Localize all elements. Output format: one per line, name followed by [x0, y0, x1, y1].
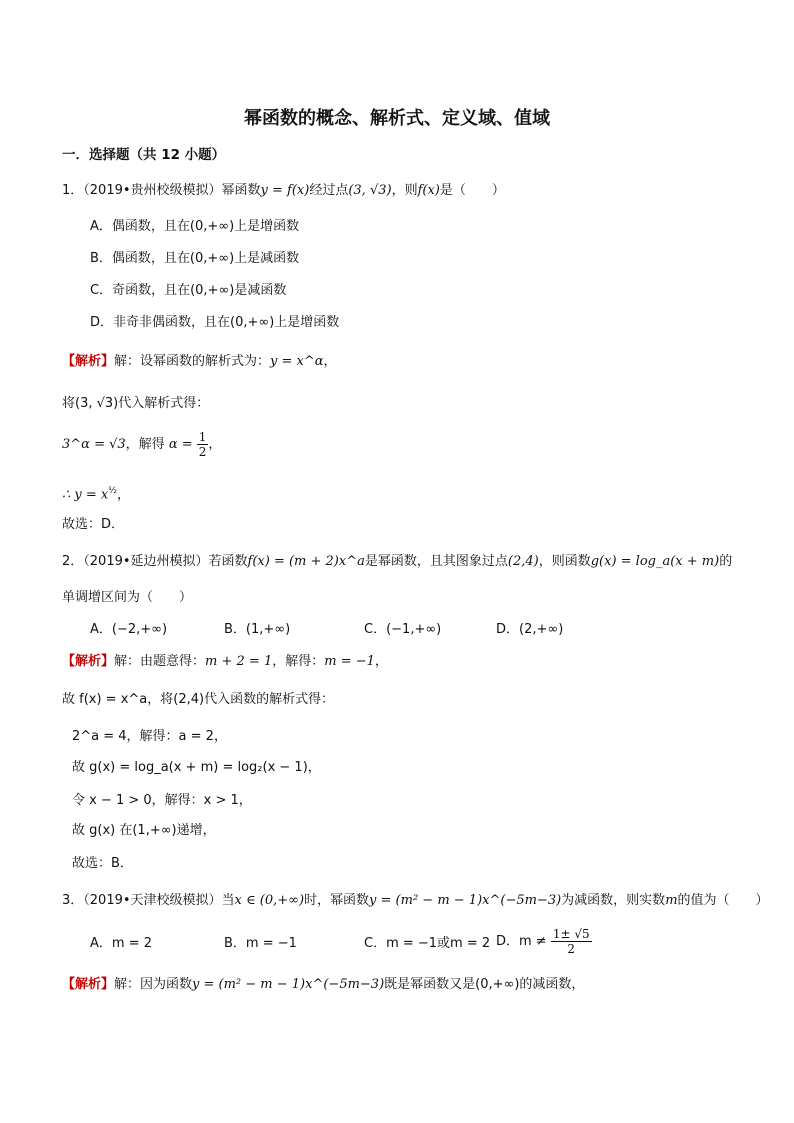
- q2-stem-line-2: 单调增区间为（ ）: [62, 590, 193, 605]
- q3-option-d-fraction: [551, 927, 592, 956]
- question-1-stem: [62, 182, 505, 200]
- q2-stem-text-d: 的: [719, 554, 733, 569]
- q3-stem-math-2: y = (m² − m − 1)x^(−5m−3): [369, 893, 562, 908]
- q3-option-b: B．m = −1: [224, 936, 297, 951]
- q2-solution-line-2: 故 f(x) = x^a，将(2,4)代入函数的解析式得：: [62, 692, 335, 707]
- q2-stem-math-2: (2,4): [507, 554, 539, 569]
- q2-stem-math-1: f(x) = (m + 2)x^a: [247, 554, 365, 569]
- q2-sol1-math-2: m = −1: [324, 654, 375, 669]
- q1-stem-text-c: ，则: [391, 183, 418, 198]
- q1-sol4-text-b: ，: [116, 487, 130, 503]
- q1-stem-math-3: f(x): [417, 183, 440, 198]
- question-3-stem: [62, 892, 769, 910]
- q1-sol1-text-a: 解：设幂函数的解析式为：: [114, 354, 271, 369]
- q2-stem-math-3: g(x) = log_a(x + m): [590, 554, 720, 569]
- q2-sol1-text-b: ，解得：: [272, 654, 325, 669]
- q1-option-d: D．非奇非偶函数，且在(0,+∞)上是增函数: [90, 315, 340, 330]
- q1-sol3-math-a: 3^α = √3: [62, 437, 126, 452]
- q1-sol3-text-b: ，解得: [125, 437, 165, 452]
- q3-sol1-math: y = (m² − m − 1)x^(−5m−3): [192, 977, 385, 992]
- fraction-denominator: 2: [198, 445, 207, 459]
- q1-stem-text-a: 1．（2019•贵州校级模拟）幂函数: [62, 183, 261, 198]
- q1-solution-line-1: [62, 353, 337, 371]
- q2-stem-text-a: 2．（2019•延边州模拟）若函数: [62, 554, 248, 569]
- q1-stem-text-b: 经过点: [309, 183, 349, 198]
- q1-stem-text-d: 是（ ）: [439, 183, 505, 198]
- page-title: 幂函数的概念、解析式、定义域、值域: [244, 108, 550, 129]
- q3-stem-text-b: 时，幂函数: [304, 893, 370, 908]
- q3-option-a: A．m = 2: [90, 936, 152, 951]
- analysis-label: 【解析】: [62, 654, 115, 669]
- q3-stem-text-c: 为减函数，则实数: [561, 893, 666, 908]
- q1-option-c: C．奇函数，且在(0,+∞)是减函数: [90, 283, 287, 298]
- analysis-label: 【解析】: [62, 354, 115, 369]
- q1-sol4-math: ∴ y = x: [62, 487, 109, 503]
- q1-solution-line-2: 将(3, √3)代入解析式得：: [62, 396, 210, 411]
- q1-stem-math-1: y = f(x): [260, 183, 310, 198]
- q3-stem-math-3: m: [665, 893, 678, 908]
- q3-option-d: [496, 925, 592, 959]
- q2-solution-line-4: 故 g(x) = log_a(x + m) = log₂(x − 1)，: [72, 760, 321, 775]
- fraction-numerator: 1± √5: [552, 927, 590, 941]
- q2-solution-line-5: 令 x − 1 > 0，解得：x > 1，: [72, 793, 252, 808]
- q2-option-a: A．(−2,+∞): [90, 622, 168, 637]
- q2-option-b: B．(1,+∞): [224, 622, 291, 637]
- fraction-numerator: 1: [198, 430, 207, 444]
- q1-option-a: A．偶函数，且在(0,+∞)上是增函数: [90, 219, 300, 234]
- q2-sol1-math-1: m + 2 = 1: [205, 654, 273, 669]
- q3-sol1-text-b: 既是幂函数又是(0,+∞)的减函数，: [384, 977, 585, 992]
- q1-sol1-text-b: ，: [323, 354, 337, 369]
- q2-stem-text-c: ，则函数: [538, 554, 591, 569]
- q3-stem-math-1: x ∈ (0,+∞): [234, 893, 305, 908]
- q2-stem-text-b: 是幂函数，且其图象过点: [364, 554, 508, 569]
- q1-stem-math-2: (3, √3): [348, 183, 392, 198]
- q1-solution-line-5: 故选：D．: [62, 517, 125, 532]
- q2-option-d: D．(2,+∞): [496, 622, 564, 637]
- q1-sol1-math: y = x^α: [270, 354, 324, 369]
- q2-option-c: C．(−1,+∞): [364, 622, 442, 637]
- q3-solution-line-1: [62, 976, 584, 994]
- q3-stem-text-a: 3．（2019•天津校级模拟）当: [62, 893, 235, 908]
- q1-sol3-fraction: [197, 430, 209, 459]
- q1-sol3-text-d: ，: [208, 437, 222, 452]
- q2-solution-line-3: 2^a = 4，解得：a = 2，: [72, 729, 227, 744]
- q1-solution-line-3: [62, 430, 221, 460]
- q1-solution-line-4: [62, 482, 130, 504]
- q2-solution-line-7: 故选：B．: [72, 856, 133, 871]
- fraction-denominator: 2: [567, 942, 576, 956]
- q1-option-b: B．偶函数，且在(0,+∞)上是减函数: [90, 251, 300, 266]
- analysis-label: 【解析】: [62, 977, 115, 992]
- q1-sol4-exponent: ½: [108, 486, 117, 496]
- q3-option-c: C．m = −1或m = 2: [364, 936, 491, 951]
- q3-stem-text-d: 的值为（ ）: [677, 893, 769, 908]
- q3-sol1-text-a: 解：因为函数: [114, 977, 193, 992]
- q3-option-d-label: D．m ≠: [496, 934, 547, 949]
- q2-solution-line-6: 故 g(x) 在(1,+∞)递增，: [72, 823, 216, 838]
- section-heading: 一．选择题（共 12 小题）: [62, 147, 226, 163]
- q2-solution-line-1: [62, 653, 388, 671]
- question-2-stem: [62, 553, 732, 571]
- q2-sol1-text-c: ，: [374, 654, 388, 669]
- q2-sol1-text-a: 解：由题意得：: [114, 654, 206, 669]
- q1-sol3-math-c: α =: [168, 437, 193, 452]
